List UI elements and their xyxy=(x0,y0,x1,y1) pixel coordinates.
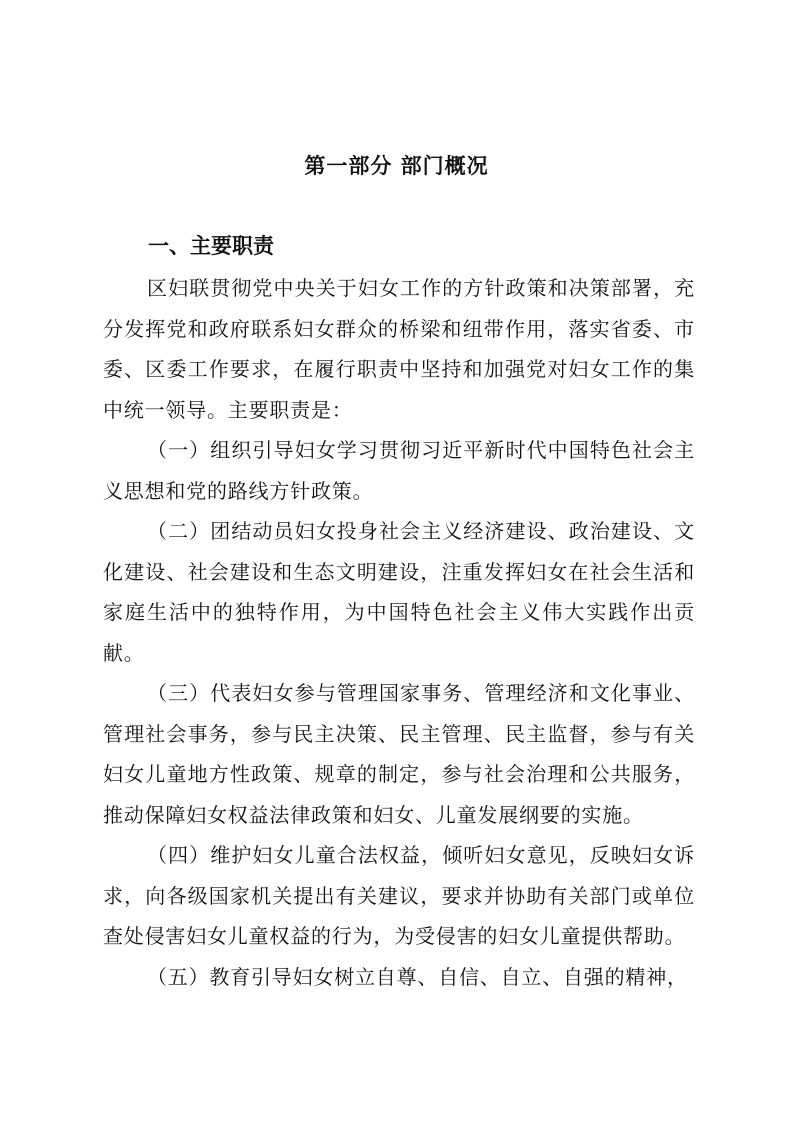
page-title: 第一部分 部门概况 xyxy=(304,154,489,178)
paragraph-item-3: （三）代表妇女参与管理国家事务、管理经济和文化事业、管理社会事务，参与民主决策、民主管理、民主监督，参与有关妇女儿童地方性政策、规章的制定，参与社会治理和公共服务，推动保障妇女权益法律政策和妇女、儿童发展纲要的实施。 xyxy=(103,681,695,827)
paragraph-item-4: （四）维护妇女儿童合法权益，倾听妇女意见，反映妇女诉求，向各级国家机关提出有关建议，要求并协助有关部门或单位查处侵害妇女儿童权益的行为，为受侵害的妇女儿童提供帮助。 xyxy=(103,843,695,948)
paragraph-item-1: （一）组织引导妇女学习贯彻习近平新时代中国特色社会主义思想和党的路线方针政策。 xyxy=(103,438,695,503)
section-heading: 一、主要职责 xyxy=(148,234,274,258)
body-text xyxy=(103,268,695,997)
paragraph-item-2: （二）团结动员妇女投身社会主义经济建设、政治建设、文化建设、社会建设和生态文明建设，注重发挥妇女在社会生活和家庭生活中的独特作用，为中国特色社会主义伟大实践作出贡献。 xyxy=(103,519,695,665)
paragraph-intro: 区妇联贯彻党中央关于妇女工作的方针政策和决策部署，充分发挥党和政府联系妇女群众的桥梁和纽带作用，落实省委、市委、区委工作要求，在履行职责中坚持和加强党对妇女工作的集中统一领导。主要职责是： xyxy=(103,276,695,422)
paragraph-item-5: （五）教育引导妇女树立自尊、自信、自立、自强的精神， xyxy=(147,964,688,989)
